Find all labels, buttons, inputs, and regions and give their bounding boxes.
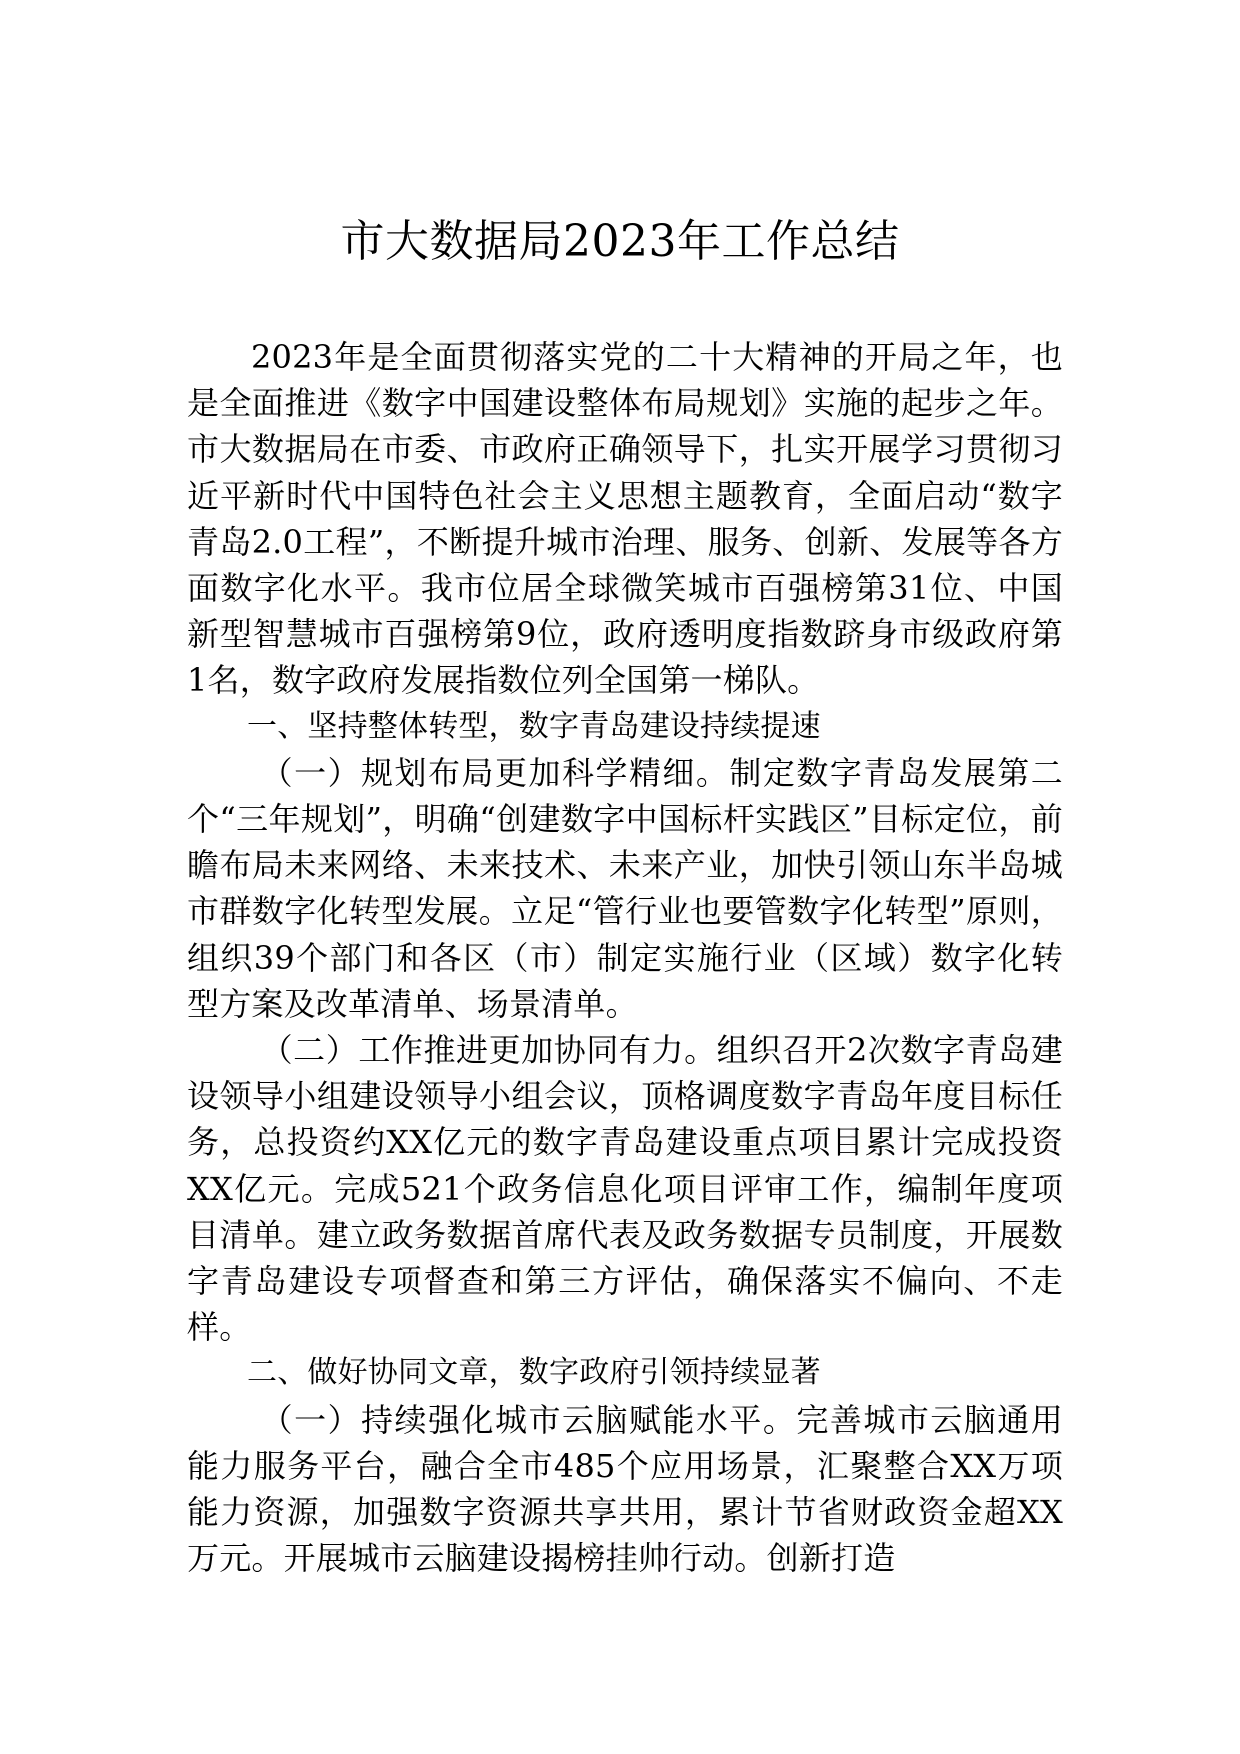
section-heading-1: 一、坚持整体转型，数字青岛建设持续提速 — [247, 708, 821, 744]
subsection-2-1: （一）持续强化城市云脑赋能水平。完善城市云脑通用能力服务平台，融合全市485个应用场景，汇聚整合XX万项能力资源，加强数字资源共享共用，累计节省财政资金超XX万元。开展城市云脑建设揭榜挂帅行动。创新打造 — [187, 1400, 1063, 1578]
document-title: 市大数据局2023年工作总结 — [340, 216, 900, 267]
section-heading-2: 二、做好协同文章，数字政府引领持续显著 — [247, 1355, 821, 1391]
subsection-1-1: （一）规划布局更加科学精细。制定数字青岛发展第二个“三年规划”，明确“创建数字中国标杆实践区”目标定位，前瞻布局未来网络、未来技术、未来产业，加快引领山东半岛城市群数字化转型发展。立足“管行业也要管数字化转型”原则，组织39个部门和各区（市）制定实施行业（区域）数字化转型方案及改革清单、场景清单。 — [187, 753, 1063, 1023]
subsection-1-2: （二）工作推进更加协同有力。组织召开2次数字青岛建设领导小组建设领导小组会议，顶格调度数字青岛年度目标任务，总投资约XX亿元的数字青岛建设重点项目累计完成投资XX亿元。完成521个政务信息化项目评审工作，编制年度项目清单。建立政务数据首席代表及政务数据专员制度，开展数字青岛建设专项督查和第三方评估，确保落实不偏向、不走样。 — [187, 1031, 1063, 1347]
intro-paragraph: 2023年是全面贯彻落实党的二十大精神的开局之年，也是全面推进《数字中国建设整体布局规划》实施的起步之年。市大数据局在市委、市政府正确领导下，扎实开展学习贯彻习近平新时代中国特色社会主义思想主题教育，全面启动“数字青岛2.0工程”，不断提升城市治理、服务、创新、发展等各方面数字化水平。我市位居全球微笑城市百强榜第31位、中国新型智慧城市百强榜第9位，政府透明度指数跻身市级政府第1名，数字政府发展指数位列全国第一梯队。 — [187, 338, 1063, 700]
document-body — [187, 334, 1063, 1581]
